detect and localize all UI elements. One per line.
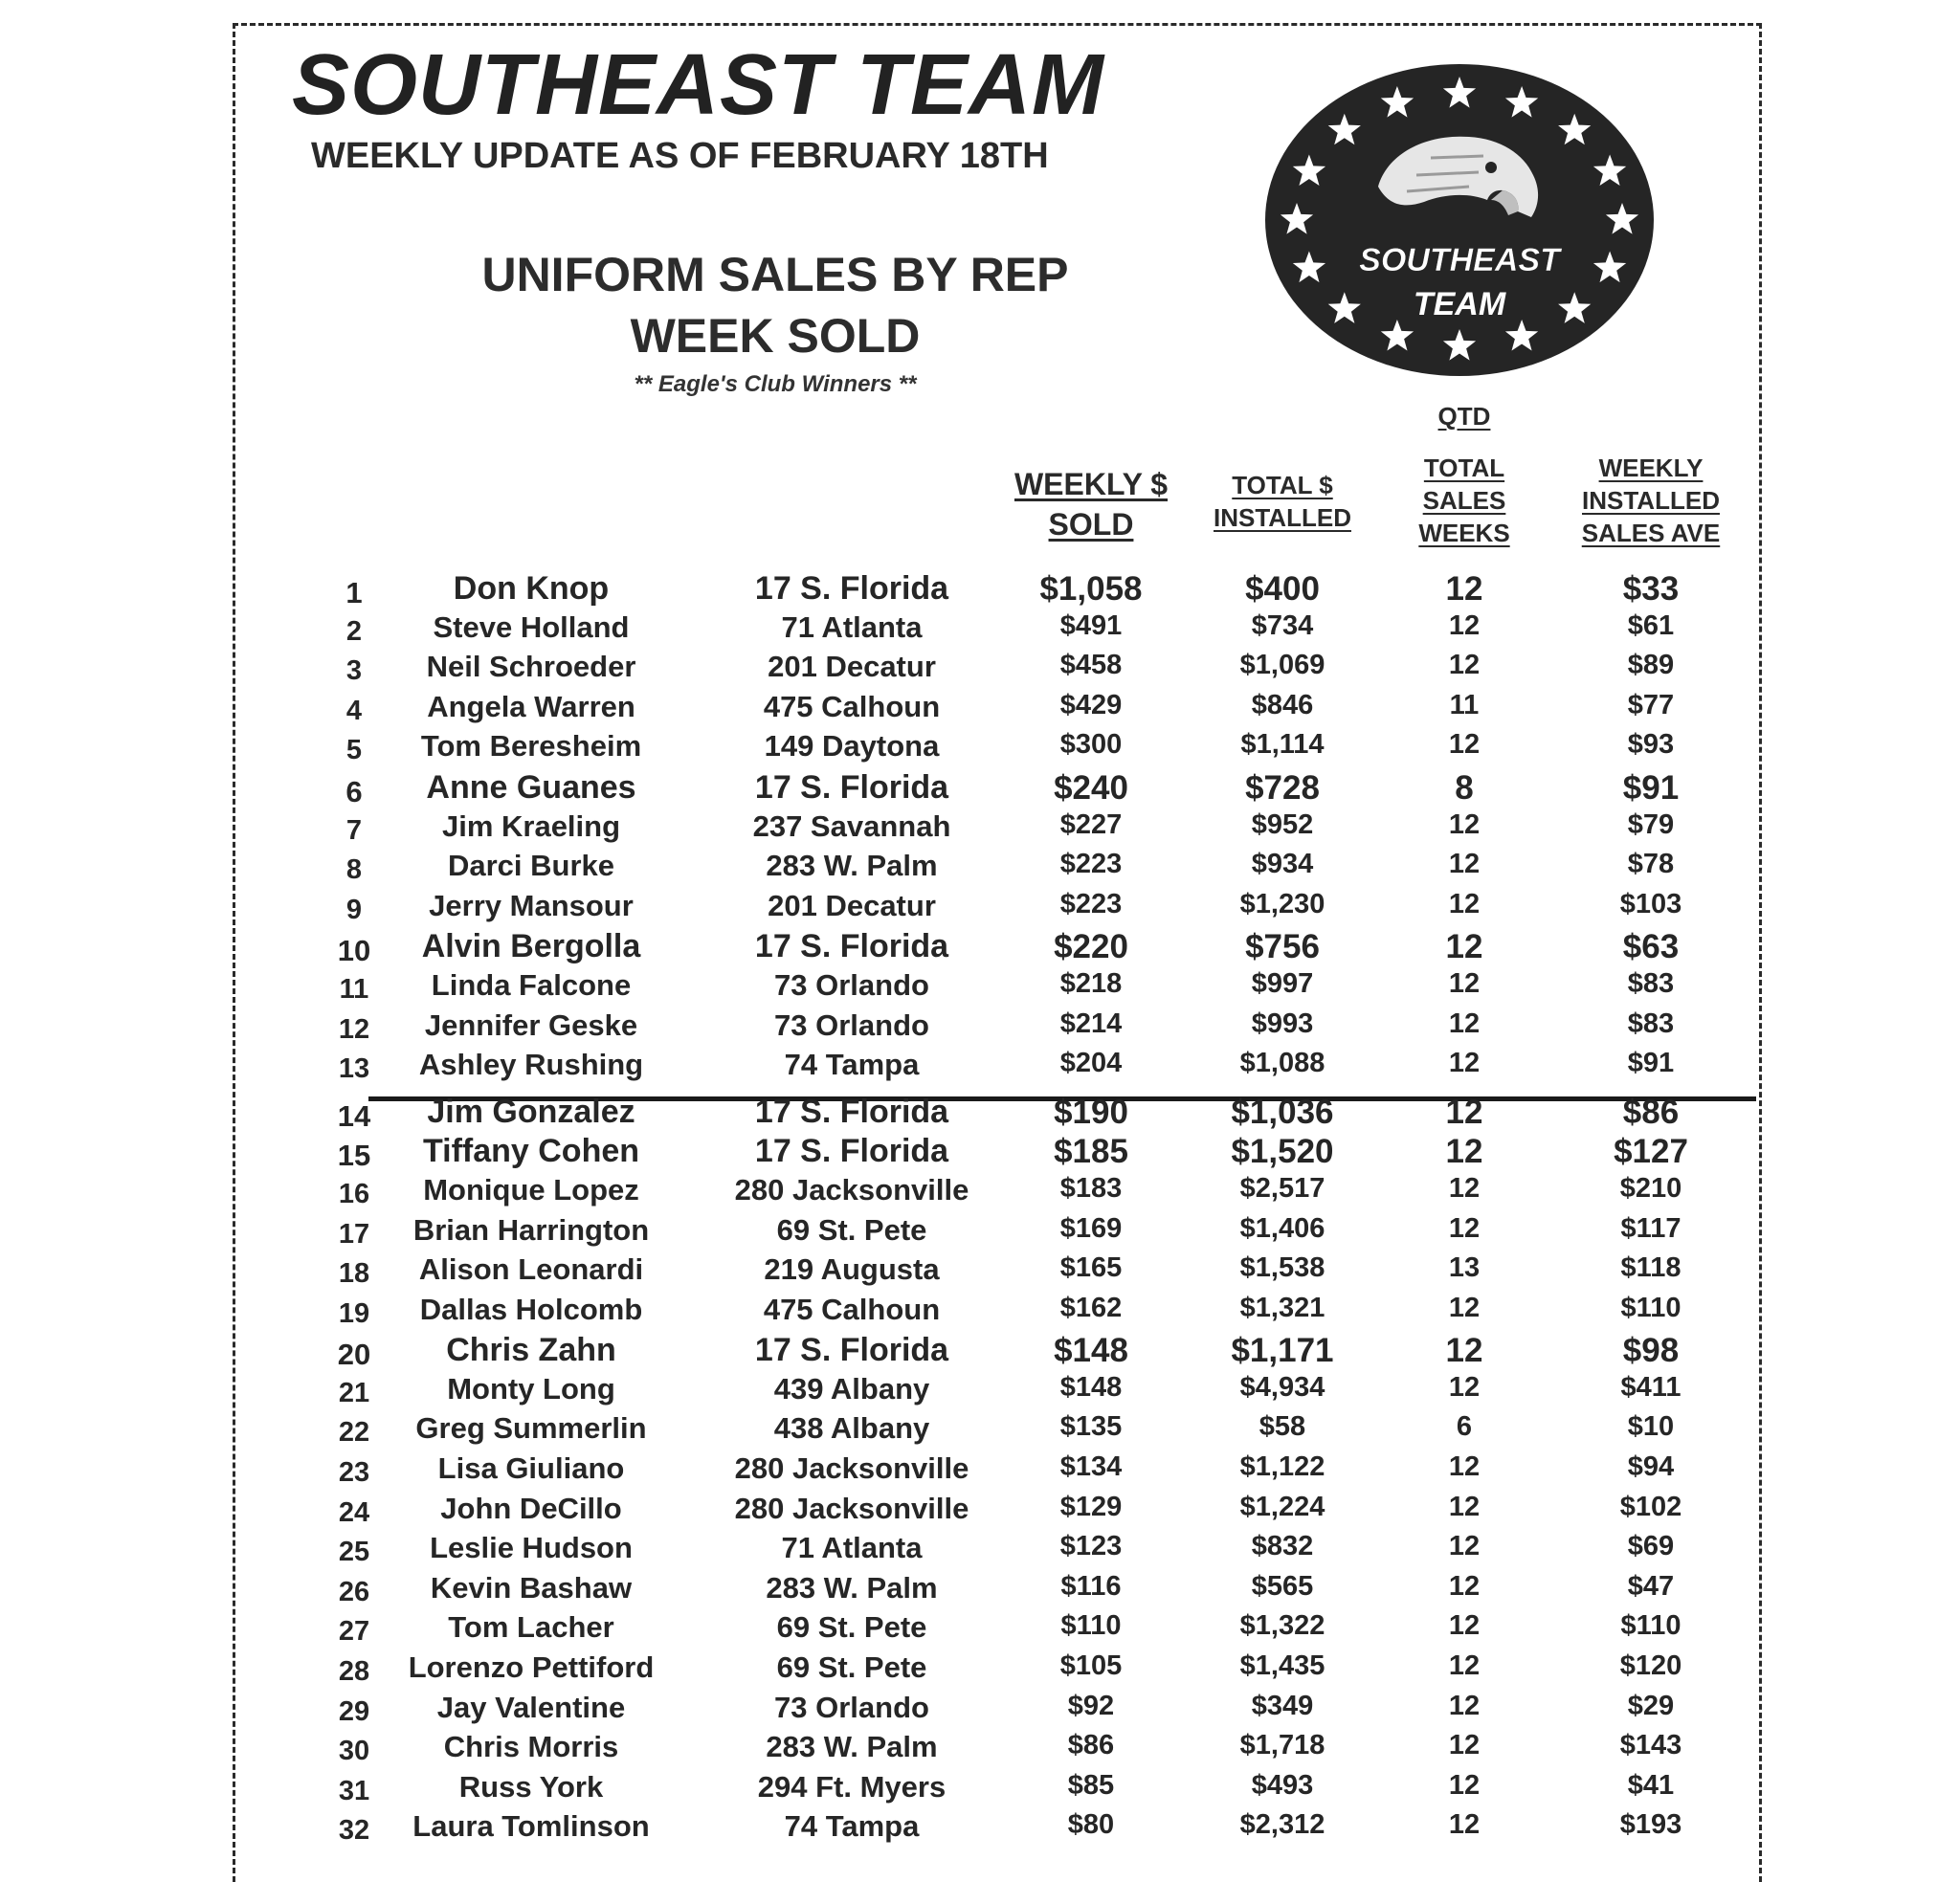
rank-cell: 32 xyxy=(338,1815,370,1847)
rep-name-cell: Linda Falcone xyxy=(431,967,632,1002)
sales-weeks-cell: 12 xyxy=(1448,1048,1481,1079)
location-cell: 283 W. Palm xyxy=(766,1570,938,1605)
total-installed-cell: $1,036 xyxy=(1231,1093,1334,1131)
col-header-weekly-sold: WEEKLY $ SOLD xyxy=(1013,467,1169,542)
rank-cell: 4 xyxy=(345,695,363,726)
table-row xyxy=(0,1730,1960,1770)
rep-name-cell: Alvin Bergolla xyxy=(421,928,641,965)
sales-weeks-cell: 12 xyxy=(1448,967,1481,999)
total-installed-cell: $952 xyxy=(1251,808,1314,840)
table-row xyxy=(0,1133,1960,1173)
table-row xyxy=(0,1492,1960,1532)
location-cell: 74 Tampa xyxy=(784,1048,920,1082)
sales-weeks-cell: 12 xyxy=(1448,1212,1481,1244)
col-header-total-installed: TOTAL $ INSTALLED xyxy=(1214,471,1351,532)
location-cell: 73 Orlando xyxy=(774,1690,929,1724)
sales-weeks-cell: 12 xyxy=(1448,888,1481,919)
rank-cell: 10 xyxy=(337,934,371,968)
rep-name-cell: Alison Leonardi xyxy=(418,1252,644,1287)
table-row xyxy=(0,1531,1960,1571)
weekly-sold-cell: $491 xyxy=(1059,609,1123,641)
weekly-sold-cell: $169 xyxy=(1059,1212,1123,1244)
table-row xyxy=(0,1650,1960,1691)
location-cell: 475 Calhoun xyxy=(763,1292,941,1326)
location-cell: 219 Augusta xyxy=(764,1252,940,1287)
location-cell: 283 W. Palm xyxy=(766,1730,938,1764)
total-installed-cell: $1,224 xyxy=(1239,1491,1325,1522)
rep-name-cell: Ashley Rushing xyxy=(418,1048,644,1082)
installed-ave-cell: $79 xyxy=(1627,808,1675,840)
southeast-team-logo xyxy=(1263,62,1656,378)
total-installed-cell: $2,312 xyxy=(1239,1809,1325,1841)
total-installed-cell: $1,171 xyxy=(1231,1332,1334,1370)
total-installed-cell: $846 xyxy=(1251,689,1314,720)
weekly-sold-cell: $240 xyxy=(1054,768,1128,807)
rep-name-cell: Laura Tomlinson xyxy=(412,1809,650,1844)
weekly-sold-cell: $162 xyxy=(1059,1292,1123,1323)
total-installed-cell: $728 xyxy=(1245,768,1320,807)
table-row xyxy=(0,1008,1960,1049)
table-row xyxy=(0,690,1960,730)
sales-table xyxy=(0,570,1960,1849)
location-cell: 237 Savannah xyxy=(752,808,951,843)
table-row xyxy=(0,729,1960,769)
table-row xyxy=(0,769,1960,809)
page-subtitle: WEEKLY UPDATE AS OF FEBRUARY 18TH xyxy=(311,136,1049,176)
location-cell: 17 S. Florida xyxy=(754,1133,949,1170)
total-installed-cell: $1,069 xyxy=(1239,650,1325,681)
weekly-sold-cell: $148 xyxy=(1054,1332,1128,1370)
rank-cell: 24 xyxy=(338,1496,370,1528)
total-installed-cell: $756 xyxy=(1245,928,1320,966)
table-row xyxy=(0,1213,1960,1253)
weekly-sold-cell: $204 xyxy=(1059,1048,1123,1079)
sales-weeks-cell: 12 xyxy=(1448,1531,1481,1562)
total-installed-cell: $349 xyxy=(1251,1690,1314,1721)
weekly-sold-cell: $123 xyxy=(1059,1531,1123,1562)
rank-cell: 30 xyxy=(338,1736,370,1767)
installed-ave-cell: $193 xyxy=(1619,1809,1682,1841)
weekly-sold-cell: $129 xyxy=(1059,1491,1123,1522)
location-cell: 475 Calhoun xyxy=(763,689,941,723)
rep-name-cell: Jay Valentine xyxy=(436,1690,626,1724)
sales-weeks-cell: 6 xyxy=(1456,1411,1473,1443)
rank-cell: 19 xyxy=(338,1297,370,1329)
weekly-sold-cell: $190 xyxy=(1054,1093,1128,1131)
location-cell: 438 Albany xyxy=(773,1411,930,1446)
sales-weeks-cell: 12 xyxy=(1445,928,1483,966)
installed-ave-cell: $10 xyxy=(1627,1411,1675,1443)
installed-ave-cell: $98 xyxy=(1622,1332,1680,1370)
weekly-sold-cell: $165 xyxy=(1059,1252,1123,1284)
table-row xyxy=(0,650,1960,690)
installed-ave-cell: $110 xyxy=(1620,1610,1682,1642)
table-row xyxy=(0,1094,1960,1134)
table-row xyxy=(0,610,1960,651)
table-row xyxy=(0,1372,1960,1412)
location-cell: 69 St. Pete xyxy=(776,1212,927,1247)
weekly-sold-cell: $105 xyxy=(1059,1650,1123,1682)
location-cell: 439 Albany xyxy=(773,1371,930,1406)
installed-ave-cell: $120 xyxy=(1619,1650,1682,1682)
installed-ave-cell: $41 xyxy=(1627,1769,1675,1801)
rank-cell: 31 xyxy=(338,1775,370,1806)
rep-name-cell: Anne Guanes xyxy=(426,768,636,806)
table-row xyxy=(0,570,1960,610)
sales-weeks-cell: 12 xyxy=(1448,1491,1481,1522)
table-row xyxy=(0,1770,1960,1810)
installed-ave-cell: $86 xyxy=(1622,1093,1680,1131)
sales-weeks-cell: 12 xyxy=(1448,1769,1481,1801)
rep-name-cell: Lisa Giuliano xyxy=(437,1451,625,1486)
sales-weeks-cell: 12 xyxy=(1448,729,1481,761)
total-installed-cell: $993 xyxy=(1251,1007,1314,1039)
weekly-sold-cell: $116 xyxy=(1060,1570,1122,1602)
table-row xyxy=(0,1048,1960,1088)
table-row xyxy=(0,1293,1960,1333)
sales-weeks-cell: 12 xyxy=(1448,1690,1481,1721)
total-installed-cell: $1,114 xyxy=(1240,729,1325,761)
rep-name-cell: Monique Lopez xyxy=(423,1172,639,1207)
rep-name-cell: Dallas Holcomb xyxy=(419,1292,643,1326)
sales-weeks-cell: 13 xyxy=(1448,1252,1481,1284)
rank-cell: 23 xyxy=(338,1457,370,1489)
total-installed-cell: $1,230 xyxy=(1239,888,1325,919)
rank-cell: 15 xyxy=(337,1139,371,1173)
location-cell: 280 Jacksonville xyxy=(734,1172,969,1207)
total-installed-cell: $934 xyxy=(1251,849,1314,880)
sales-weeks-cell: 12 xyxy=(1448,1570,1481,1602)
location-cell: 17 S. Florida xyxy=(754,928,949,965)
total-installed-cell: $1,718 xyxy=(1239,1730,1325,1761)
rank-cell: 21 xyxy=(338,1377,370,1408)
table-row xyxy=(0,1691,1960,1731)
rep-name-cell: Jim Gonzalez xyxy=(427,1093,635,1130)
eagles-club-note: ** Eagle's Club Winners ** xyxy=(634,371,917,397)
sales-weeks-cell: 12 xyxy=(1448,1007,1481,1039)
weekly-sold-cell: $92 xyxy=(1067,1690,1115,1721)
installed-ave-cell: $91 xyxy=(1622,768,1680,807)
total-installed-cell: $565 xyxy=(1251,1570,1314,1602)
rep-name-cell: Jim Kraeling xyxy=(441,808,621,843)
installed-ave-cell: $103 xyxy=(1619,888,1682,919)
rank-cell: 20 xyxy=(337,1338,371,1372)
weekly-sold-cell: $86 xyxy=(1067,1730,1115,1761)
table-row xyxy=(0,1411,1960,1451)
total-installed-cell: $400 xyxy=(1245,570,1320,608)
installed-ave-cell: $89 xyxy=(1627,650,1675,681)
total-installed-cell: $58 xyxy=(1258,1411,1306,1443)
total-installed-cell: $1,520 xyxy=(1231,1133,1334,1171)
rank-cell: 16 xyxy=(338,1178,370,1209)
rank-cell: 9 xyxy=(345,894,363,925)
table-row xyxy=(0,1610,1960,1650)
total-installed-cell: $2,517 xyxy=(1239,1172,1325,1204)
sales-weeks-cell: 12 xyxy=(1445,1133,1483,1171)
location-cell: 71 Atlanta xyxy=(781,609,923,644)
installed-ave-cell: $210 xyxy=(1619,1172,1682,1204)
qtd-label: QTD xyxy=(1437,402,1491,431)
rank-cell: 28 xyxy=(338,1656,370,1688)
installed-ave-cell: $117 xyxy=(1620,1212,1682,1244)
installed-ave-cell: $118 xyxy=(1620,1252,1682,1284)
location-cell: 69 St. Pete xyxy=(776,1650,927,1685)
table-row xyxy=(0,1451,1960,1492)
installed-ave-cell: $93 xyxy=(1627,729,1675,761)
rank-cell: 3 xyxy=(345,655,363,687)
table-row xyxy=(0,928,1960,968)
location-cell: 149 Daytona xyxy=(764,729,940,764)
rank-cell: 2 xyxy=(345,615,363,647)
rep-name-cell: Leslie Hudson xyxy=(430,1531,633,1565)
col-header-total-sales-weeks: TOTAL SALES WEEKS xyxy=(1418,454,1510,547)
installed-ave-cell: $94 xyxy=(1627,1451,1675,1483)
location-cell: 201 Decatur xyxy=(768,650,936,684)
total-installed-cell: $1,321 xyxy=(1239,1292,1325,1323)
table-row xyxy=(0,1252,1960,1293)
rank-cell: 29 xyxy=(338,1695,370,1727)
total-installed-cell: $4,934 xyxy=(1239,1371,1325,1403)
weekly-sold-cell: $227 xyxy=(1059,808,1123,840)
location-cell: 73 Orlando xyxy=(774,967,929,1002)
sales-weeks-cell: 12 xyxy=(1448,1650,1481,1682)
location-cell: 73 Orlando xyxy=(774,1007,929,1042)
logo-text-line2: TEAM xyxy=(1413,286,1506,322)
report-heading-line2: WEEK SOLD xyxy=(630,309,921,363)
rep-name-cell: Tom Beresheim xyxy=(420,729,642,764)
weekly-sold-cell: $458 xyxy=(1059,650,1123,681)
logo-text-line1: SOUTHEAST xyxy=(1359,242,1560,278)
sales-weeks-cell: 12 xyxy=(1445,570,1483,608)
installed-ave-cell: $69 xyxy=(1627,1531,1675,1562)
total-installed-cell: $1,406 xyxy=(1239,1212,1325,1244)
weekly-sold-cell: $223 xyxy=(1059,849,1123,880)
sales-weeks-cell: 12 xyxy=(1448,1292,1481,1323)
sales-weeks-cell: 12 xyxy=(1448,1371,1481,1403)
rep-name-cell: Brian Harrington xyxy=(412,1212,650,1247)
location-cell: 17 S. Florida xyxy=(754,570,949,607)
location-cell: 283 W. Palm xyxy=(766,849,938,883)
sales-weeks-cell: 12 xyxy=(1448,1730,1481,1761)
rank-cell: 14 xyxy=(337,1098,371,1133)
installed-ave-cell: $78 xyxy=(1627,849,1675,880)
sales-weeks-cell: 12 xyxy=(1445,1332,1483,1370)
location-cell: 17 S. Florida xyxy=(754,768,949,806)
weekly-sold-cell: $183 xyxy=(1059,1172,1123,1204)
weekly-sold-cell: $80 xyxy=(1067,1809,1115,1841)
installed-ave-cell: $411 xyxy=(1620,1371,1682,1403)
rep-name-cell: Darci Burke xyxy=(447,849,615,883)
table-row xyxy=(0,889,1960,929)
sales-weeks-cell: 8 xyxy=(1455,768,1474,807)
sales-weeks-cell: 12 xyxy=(1445,1093,1483,1131)
weekly-sold-cell: $214 xyxy=(1059,1007,1123,1039)
rank-cell: 8 xyxy=(345,854,363,886)
sales-weeks-cell: 12 xyxy=(1448,849,1481,880)
weekly-sold-cell: $1,058 xyxy=(1039,570,1143,608)
rep-name-cell: Greg Summerlin xyxy=(415,1411,647,1446)
installed-ave-cell: $29 xyxy=(1627,1690,1675,1721)
rep-name-cell: Chris Zahn xyxy=(446,1332,616,1369)
total-installed-cell: $1,538 xyxy=(1239,1252,1325,1284)
total-installed-cell: $832 xyxy=(1251,1531,1314,1562)
location-cell: 280 Jacksonville xyxy=(734,1451,969,1486)
weekly-sold-cell: $134 xyxy=(1059,1451,1123,1483)
location-cell: 17 S. Florida xyxy=(754,1093,949,1130)
installed-ave-cell: $63 xyxy=(1622,928,1680,966)
rank-cell: 13 xyxy=(338,1053,370,1085)
weekly-sold-cell: $85 xyxy=(1067,1769,1115,1801)
rep-name-cell: Steve Holland xyxy=(433,609,630,644)
rank-cell: 7 xyxy=(345,814,363,846)
sales-weeks-cell: 12 xyxy=(1448,1809,1481,1841)
rep-name-cell: Tom Lacher xyxy=(448,1610,614,1645)
installed-ave-cell: $91 xyxy=(1627,1048,1675,1079)
total-installed-cell: $734 xyxy=(1251,609,1314,641)
sales-weeks-cell: 12 xyxy=(1448,609,1481,641)
weekly-sold-cell: $300 xyxy=(1059,729,1123,761)
sales-weeks-cell: 12 xyxy=(1448,650,1481,681)
table-row xyxy=(0,1571,1960,1611)
sales-weeks-cell: 11 xyxy=(1449,689,1480,720)
rank-cell: 1 xyxy=(345,576,363,609)
table-row xyxy=(0,968,1960,1008)
rank-cell: 26 xyxy=(338,1576,370,1607)
installed-ave-cell: $102 xyxy=(1619,1491,1682,1522)
rep-name-cell: Chris Morris xyxy=(443,1730,619,1764)
installed-ave-cell: $83 xyxy=(1627,967,1675,999)
rank-cell: 17 xyxy=(338,1218,370,1250)
table-row xyxy=(0,809,1960,850)
location-cell: 294 Ft. Myers xyxy=(757,1769,947,1804)
rank-cell: 12 xyxy=(338,1013,370,1045)
weekly-sold-cell: $218 xyxy=(1059,967,1123,999)
weekly-sold-cell: $185 xyxy=(1054,1133,1128,1171)
weekly-sold-cell: $110 xyxy=(1060,1610,1122,1642)
weekly-sold-cell: $220 xyxy=(1054,928,1128,966)
rep-name-cell: Don Knop xyxy=(453,570,610,607)
rank-cell: 25 xyxy=(338,1537,370,1568)
table-row xyxy=(0,849,1960,889)
total-installed-cell: $1,088 xyxy=(1239,1048,1325,1079)
installed-ave-cell: $110 xyxy=(1620,1292,1682,1323)
rep-name-cell: Jerry Mansour xyxy=(429,888,634,922)
table-row xyxy=(0,1809,1960,1849)
report-heading-line1: UNIFORM SALES BY REP xyxy=(481,248,1069,301)
installed-ave-cell: $143 xyxy=(1619,1730,1682,1761)
total-installed-cell: $997 xyxy=(1251,967,1314,999)
rep-name-cell: John DeCillo xyxy=(440,1491,622,1525)
installed-ave-cell: $77 xyxy=(1627,689,1675,720)
sales-weeks-cell: 12 xyxy=(1448,1172,1481,1204)
sales-weeks-cell: 12 xyxy=(1448,808,1481,840)
rep-name-cell: Kevin Bashaw xyxy=(430,1570,633,1605)
rank-cell: 22 xyxy=(338,1417,370,1449)
rep-name-cell: Russ York xyxy=(458,1769,604,1804)
rep-name-cell: Lorenzo Pettiford xyxy=(408,1650,655,1685)
rank-cell: 27 xyxy=(338,1616,370,1648)
rep-name-cell: Neil Schroeder xyxy=(426,650,636,684)
total-installed-cell: $493 xyxy=(1251,1769,1314,1801)
rep-name-cell: Jennifer Geske xyxy=(424,1007,638,1042)
rep-name-cell: Monty Long xyxy=(447,1371,615,1406)
weekly-sold-cell: $135 xyxy=(1059,1411,1123,1443)
installed-ave-cell: $47 xyxy=(1627,1570,1675,1602)
location-cell: 17 S. Florida xyxy=(754,1332,949,1369)
rank-cell: 18 xyxy=(338,1258,370,1290)
installed-ave-cell: $83 xyxy=(1627,1007,1675,1039)
location-cell: 201 Decatur xyxy=(768,888,936,922)
sales-weeks-cell: 12 xyxy=(1448,1610,1481,1642)
weekly-sold-cell: $148 xyxy=(1059,1371,1123,1403)
location-cell: 71 Atlanta xyxy=(781,1531,923,1565)
location-cell: 280 Jacksonville xyxy=(734,1491,969,1525)
weekly-sold-cell: $429 xyxy=(1059,689,1123,720)
rep-name-cell: Angela Warren xyxy=(427,689,635,723)
rank-cell: 5 xyxy=(345,735,363,766)
rank-cell: 6 xyxy=(345,774,363,808)
location-cell: 74 Tampa xyxy=(784,1809,920,1844)
total-installed-cell: $1,122 xyxy=(1239,1451,1325,1483)
installed-ave-cell: $33 xyxy=(1622,570,1680,608)
weekly-sold-cell: $223 xyxy=(1059,888,1123,919)
col-header-weekly-installed-ave: WEEKLY INSTALLED SALES AVE xyxy=(1581,454,1721,547)
table-row xyxy=(0,1173,1960,1213)
total-installed-cell: $1,322 xyxy=(1239,1610,1325,1642)
sales-weeks-cell: 12 xyxy=(1448,1451,1481,1483)
page-title: SOUTHEAST TEAM xyxy=(292,37,1105,133)
installed-ave-cell: $61 xyxy=(1627,609,1675,641)
location-cell: 69 St. Pete xyxy=(776,1610,927,1645)
rep-name-cell: Tiffany Cohen xyxy=(422,1133,640,1170)
table-row xyxy=(0,1332,1960,1372)
total-installed-cell: $1,435 xyxy=(1239,1650,1325,1682)
installed-ave-cell: $127 xyxy=(1614,1133,1688,1171)
rank-cell: 11 xyxy=(339,973,369,1005)
